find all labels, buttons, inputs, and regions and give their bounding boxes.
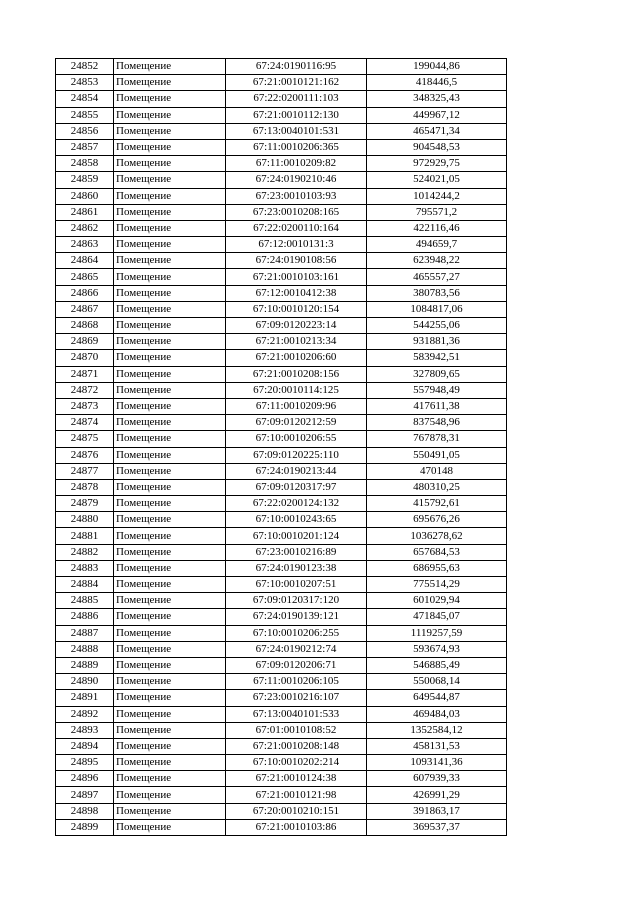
cadastral-value-cell: 775514,29 xyxy=(367,577,507,593)
cadastral-number-cell: 67:21:0010213:34 xyxy=(226,334,367,350)
cadastral-number-cell: 67:24:0190116:95 xyxy=(226,59,367,75)
table-row xyxy=(56,204,507,220)
object-type-cell: Помещение xyxy=(114,625,226,641)
row-number-cell: 24869 xyxy=(56,334,114,350)
row-number-cell: 24863 xyxy=(56,237,114,253)
table-row xyxy=(56,188,507,204)
object-type-cell: Помещение xyxy=(114,447,226,463)
row-number-cell: 24889 xyxy=(56,657,114,673)
table-row xyxy=(56,560,507,576)
cadastral-value-cell: 601029,94 xyxy=(367,593,507,609)
row-number-cell: 24890 xyxy=(56,674,114,690)
row-number-cell: 24864 xyxy=(56,253,114,269)
object-type-cell: Помещение xyxy=(114,431,226,447)
cadastral-number-cell: 67:21:0010124:38 xyxy=(226,771,367,787)
object-type-cell: Помещение xyxy=(114,91,226,107)
cadastral-value-cell: 465471,34 xyxy=(367,123,507,139)
object-type-cell: Помещение xyxy=(114,188,226,204)
row-number-cell: 24873 xyxy=(56,398,114,414)
cadastral-value-cell: 550068,14 xyxy=(367,674,507,690)
object-type-cell: Помещение xyxy=(114,220,226,236)
cadastral-value-cell: 449967,12 xyxy=(367,107,507,123)
object-type-cell: Помещение xyxy=(114,285,226,301)
row-number-cell: 24894 xyxy=(56,738,114,754)
row-number-cell: 24855 xyxy=(56,107,114,123)
cadastral-value-cell: 931881,36 xyxy=(367,334,507,350)
cadastral-number-cell: 67:09:0120206:71 xyxy=(226,657,367,673)
cadastral-value-cell: 465557,27 xyxy=(367,269,507,285)
cadastral-value-cell: 418446,5 xyxy=(367,75,507,91)
cadastral-number-cell: 67:22:0200111:103 xyxy=(226,91,367,107)
table-row xyxy=(56,771,507,787)
row-number-cell: 24899 xyxy=(56,819,114,835)
cadastral-number-cell: 67:11:0010209:82 xyxy=(226,156,367,172)
object-type-cell: Помещение xyxy=(114,544,226,560)
cadastral-number-cell: 67:10:0010206:255 xyxy=(226,625,367,641)
cadastral-value-cell: 593674,93 xyxy=(367,641,507,657)
cadastral-value-cell: 422116,46 xyxy=(367,220,507,236)
table-row xyxy=(56,253,507,269)
cadastral-number-cell: 67:24:0190213:44 xyxy=(226,463,367,479)
row-number-cell: 24892 xyxy=(56,706,114,722)
object-type-cell: Помещение xyxy=(114,496,226,512)
cadastral-number-cell: 67:09:0120212:59 xyxy=(226,415,367,431)
row-number-cell: 24878 xyxy=(56,479,114,495)
object-type-cell: Помещение xyxy=(114,690,226,706)
object-type-cell: Помещение xyxy=(114,787,226,803)
cadastral-number-cell: 67:21:0010121:162 xyxy=(226,75,367,91)
cadastral-value-cell: 380783,56 xyxy=(367,285,507,301)
cadastral-value-table xyxy=(55,58,507,836)
table-row xyxy=(56,787,507,803)
object-type-cell: Помещение xyxy=(114,755,226,771)
cadastral-value-cell: 426991,29 xyxy=(367,787,507,803)
object-type-cell: Помещение xyxy=(114,641,226,657)
cadastral-number-cell: 67:09:0120317:97 xyxy=(226,479,367,495)
table-row xyxy=(56,398,507,414)
table-row xyxy=(56,75,507,91)
row-number-cell: 24896 xyxy=(56,771,114,787)
cadastral-value-cell: 480310,25 xyxy=(367,479,507,495)
cadastral-number-cell: 67:10:0010201:124 xyxy=(226,528,367,544)
row-number-cell: 24893 xyxy=(56,722,114,738)
cadastral-number-cell: 67:01:0010108:52 xyxy=(226,722,367,738)
cadastral-number-cell: 67:10:0010207:51 xyxy=(226,577,367,593)
table-row xyxy=(56,382,507,398)
cadastral-value-cell: 546885,49 xyxy=(367,657,507,673)
cadastral-value-cell: 471845,07 xyxy=(367,609,507,625)
object-type-cell: Помещение xyxy=(114,674,226,690)
table-row xyxy=(56,738,507,754)
cadastral-number-cell: 67:11:0010206:365 xyxy=(226,139,367,155)
object-type-cell: Помещение xyxy=(114,657,226,673)
table-row xyxy=(56,625,507,641)
table-row xyxy=(56,366,507,382)
cadastral-value-cell: 458131,53 xyxy=(367,738,507,754)
table-row xyxy=(56,803,507,819)
object-type-cell: Помещение xyxy=(114,59,226,75)
object-type-cell: Помещение xyxy=(114,398,226,414)
cadastral-number-cell: 67:23:0010216:107 xyxy=(226,690,367,706)
object-type-cell: Помещение xyxy=(114,819,226,835)
cadastral-number-cell: 67:21:0010103:86 xyxy=(226,819,367,835)
object-type-cell: Помещение xyxy=(114,528,226,544)
cadastral-number-cell: 67:12:0010412:38 xyxy=(226,285,367,301)
cadastral-value-cell: 557948,49 xyxy=(367,382,507,398)
table-row xyxy=(56,156,507,172)
table-row xyxy=(56,350,507,366)
table-row xyxy=(56,722,507,738)
table-row xyxy=(56,641,507,657)
cadastral-number-cell: 67:10:0010120:154 xyxy=(226,301,367,317)
row-number-cell: 24871 xyxy=(56,366,114,382)
cadastral-number-cell: 67:10:0010206:55 xyxy=(226,431,367,447)
cadastral-value-cell: 583942,51 xyxy=(367,350,507,366)
cadastral-number-cell: 67:24:0190212:74 xyxy=(226,641,367,657)
object-type-cell: Помещение xyxy=(114,156,226,172)
cadastral-value-cell: 199044,86 xyxy=(367,59,507,75)
row-number-cell: 24895 xyxy=(56,755,114,771)
cadastral-value-cell: 348325,43 xyxy=(367,91,507,107)
object-type-cell: Помещение xyxy=(114,593,226,609)
table-row xyxy=(56,415,507,431)
row-number-cell: 24882 xyxy=(56,544,114,560)
cadastral-value-cell: 649544,87 xyxy=(367,690,507,706)
table-row xyxy=(56,657,507,673)
cadastral-value-cell: 470148 xyxy=(367,463,507,479)
row-number-cell: 24865 xyxy=(56,269,114,285)
table-row xyxy=(56,512,507,528)
object-type-cell: Помещение xyxy=(114,382,226,398)
row-number-cell: 24852 xyxy=(56,59,114,75)
row-number-cell: 24858 xyxy=(56,156,114,172)
object-type-cell: Помещение xyxy=(114,269,226,285)
table-body xyxy=(56,59,507,836)
row-number-cell: 24880 xyxy=(56,512,114,528)
row-number-cell: 24877 xyxy=(56,463,114,479)
row-number-cell: 24870 xyxy=(56,350,114,366)
cadastral-value-cell: 695676,26 xyxy=(367,512,507,528)
table-row xyxy=(56,463,507,479)
table-row xyxy=(56,593,507,609)
object-type-cell: Помещение xyxy=(114,237,226,253)
row-number-cell: 24879 xyxy=(56,496,114,512)
cadastral-value-cell: 469484,03 xyxy=(367,706,507,722)
cadastral-number-cell: 67:22:0200110:164 xyxy=(226,220,367,236)
cadastral-number-cell: 67:11:0010209:96 xyxy=(226,398,367,414)
cadastral-value-cell: 1352584,12 xyxy=(367,722,507,738)
row-number-cell: 24897 xyxy=(56,787,114,803)
row-number-cell: 24862 xyxy=(56,220,114,236)
cadastral-number-cell: 67:11:0010206:105 xyxy=(226,674,367,690)
cadastral-value-cell: 417611,38 xyxy=(367,398,507,414)
object-type-cell: Помещение xyxy=(114,366,226,382)
cadastral-number-cell: 67:21:0010121:98 xyxy=(226,787,367,803)
table-row xyxy=(56,59,507,75)
cadastral-number-cell: 67:09:0120225:110 xyxy=(226,447,367,463)
cadastral-value-cell: 391863,17 xyxy=(367,803,507,819)
cadastral-value-cell: 494659,7 xyxy=(367,237,507,253)
object-type-cell: Помещение xyxy=(114,318,226,334)
row-number-cell: 24854 xyxy=(56,91,114,107)
table-row xyxy=(56,544,507,560)
cadastral-value-cell: 1093141,36 xyxy=(367,755,507,771)
row-number-cell: 24885 xyxy=(56,593,114,609)
cadastral-value-cell: 1036278,62 xyxy=(367,528,507,544)
table-row xyxy=(56,496,507,512)
cadastral-number-cell: 67:13:0040101:531 xyxy=(226,123,367,139)
object-type-cell: Помещение xyxy=(114,139,226,155)
cadastral-number-cell: 67:21:0010103:161 xyxy=(226,269,367,285)
cadastral-number-cell: 67:20:0010114:125 xyxy=(226,382,367,398)
cadastral-number-cell: 67:13:0040101:533 xyxy=(226,706,367,722)
cadastral-number-cell: 67:24:0190123:38 xyxy=(226,560,367,576)
cadastral-value-cell: 904548,53 xyxy=(367,139,507,155)
cadastral-number-cell: 67:21:0010206:60 xyxy=(226,350,367,366)
row-number-cell: 24856 xyxy=(56,123,114,139)
row-number-cell: 24853 xyxy=(56,75,114,91)
object-type-cell: Помещение xyxy=(114,415,226,431)
cadastral-number-cell: 67:23:0010208:165 xyxy=(226,204,367,220)
object-type-cell: Помещение xyxy=(114,706,226,722)
table-row xyxy=(56,755,507,771)
object-type-cell: Помещение xyxy=(114,123,226,139)
object-type-cell: Помещение xyxy=(114,172,226,188)
row-number-cell: 24861 xyxy=(56,204,114,220)
row-number-cell: 24898 xyxy=(56,803,114,819)
cadastral-value-cell: 327809,65 xyxy=(367,366,507,382)
table-row xyxy=(56,123,507,139)
row-number-cell: 24874 xyxy=(56,415,114,431)
cadastral-number-cell: 67:21:0010112:130 xyxy=(226,107,367,123)
row-number-cell: 24875 xyxy=(56,431,114,447)
table-row xyxy=(56,431,507,447)
object-type-cell: Помещение xyxy=(114,771,226,787)
cadastral-value-cell: 544255,06 xyxy=(367,318,507,334)
row-number-cell: 24868 xyxy=(56,318,114,334)
row-number-cell: 24876 xyxy=(56,447,114,463)
object-type-cell: Помещение xyxy=(114,738,226,754)
object-type-cell: Помещение xyxy=(114,107,226,123)
cadastral-number-cell: 67:10:0010243:65 xyxy=(226,512,367,528)
cadastral-value-cell: 369537,37 xyxy=(367,819,507,835)
cadastral-number-cell: 67:09:0120317:120 xyxy=(226,593,367,609)
object-type-cell: Помещение xyxy=(114,350,226,366)
row-number-cell: 24872 xyxy=(56,382,114,398)
row-number-cell: 24860 xyxy=(56,188,114,204)
object-type-cell: Помещение xyxy=(114,577,226,593)
object-type-cell: Помещение xyxy=(114,722,226,738)
cadastral-value-cell: 837548,96 xyxy=(367,415,507,431)
cadastral-value-cell: 1084817,06 xyxy=(367,301,507,317)
table-row xyxy=(56,172,507,188)
row-number-cell: 24859 xyxy=(56,172,114,188)
row-number-cell: 24888 xyxy=(56,641,114,657)
cadastral-value-cell: 550491,05 xyxy=(367,447,507,463)
cadastral-value-cell: 686955,63 xyxy=(367,560,507,576)
table-row xyxy=(56,706,507,722)
table-row xyxy=(56,577,507,593)
cadastral-value-cell: 657684,53 xyxy=(367,544,507,560)
object-type-cell: Помещение xyxy=(114,253,226,269)
cadastral-number-cell: 67:20:0010210:151 xyxy=(226,803,367,819)
cadastral-value-cell: 415792,61 xyxy=(367,496,507,512)
object-type-cell: Помещение xyxy=(114,560,226,576)
object-type-cell: Помещение xyxy=(114,463,226,479)
cadastral-number-cell: 67:21:0010208:148 xyxy=(226,738,367,754)
row-number-cell: 24886 xyxy=(56,609,114,625)
object-type-cell: Помещение xyxy=(114,609,226,625)
table-row xyxy=(56,334,507,350)
cadastral-value-cell: 972929,75 xyxy=(367,156,507,172)
cadastral-number-cell: 67:21:0010208:156 xyxy=(226,366,367,382)
table-row xyxy=(56,318,507,334)
table-row xyxy=(56,479,507,495)
table-row xyxy=(56,528,507,544)
row-number-cell: 24883 xyxy=(56,560,114,576)
row-number-cell: 24887 xyxy=(56,625,114,641)
object-type-cell: Помещение xyxy=(114,75,226,91)
cadastral-value-cell: 607939,33 xyxy=(367,771,507,787)
object-type-cell: Помещение xyxy=(114,803,226,819)
row-number-cell: 24884 xyxy=(56,577,114,593)
cadastral-number-cell: 67:10:0010202:214 xyxy=(226,755,367,771)
table-row xyxy=(56,285,507,301)
row-number-cell: 24891 xyxy=(56,690,114,706)
cadastral-value-cell: 767878,31 xyxy=(367,431,507,447)
table-row xyxy=(56,690,507,706)
table-row xyxy=(56,609,507,625)
row-number-cell: 24881 xyxy=(56,528,114,544)
cadastral-value-cell: 524021,05 xyxy=(367,172,507,188)
table-row xyxy=(56,269,507,285)
cadastral-number-cell: 67:12:0010131:3 xyxy=(226,237,367,253)
object-type-cell: Помещение xyxy=(114,479,226,495)
cadastral-value-cell: 623948,22 xyxy=(367,253,507,269)
object-type-cell: Помещение xyxy=(114,301,226,317)
table-row xyxy=(56,237,507,253)
table-row xyxy=(56,220,507,236)
cadastral-number-cell: 67:24:0190108:56 xyxy=(226,253,367,269)
object-type-cell: Помещение xyxy=(114,334,226,350)
cadastral-number-cell: 67:22:0200124:132 xyxy=(226,496,367,512)
table-row xyxy=(56,819,507,835)
table-row xyxy=(56,301,507,317)
table-row xyxy=(56,91,507,107)
cadastral-number-cell: 67:24:0190139:121 xyxy=(226,609,367,625)
object-type-cell: Помещение xyxy=(114,204,226,220)
object-type-cell: Помещение xyxy=(114,512,226,528)
row-number-cell: 24857 xyxy=(56,139,114,155)
table-row xyxy=(56,674,507,690)
cadastral-value-cell: 795571,2 xyxy=(367,204,507,220)
cadastral-number-cell: 67:23:0010103:93 xyxy=(226,188,367,204)
row-number-cell: 24867 xyxy=(56,301,114,317)
table-row xyxy=(56,107,507,123)
cadastral-number-cell: 67:09:0120223:14 xyxy=(226,318,367,334)
table-row xyxy=(56,139,507,155)
row-number-cell: 24866 xyxy=(56,285,114,301)
cadastral-value-cell: 1014244,2 xyxy=(367,188,507,204)
cadastral-number-cell: 67:23:0010216:89 xyxy=(226,544,367,560)
table-row xyxy=(56,447,507,463)
cadastral-value-cell: 1119257,59 xyxy=(367,625,507,641)
cadastral-number-cell: 67:24:0190210:46 xyxy=(226,172,367,188)
